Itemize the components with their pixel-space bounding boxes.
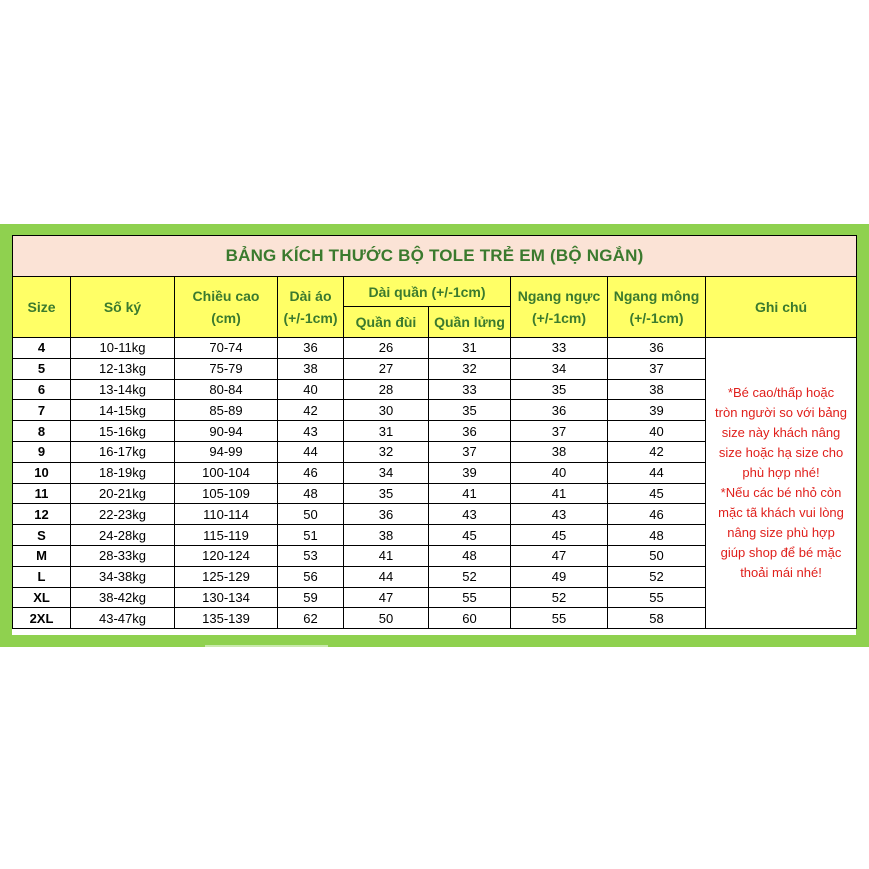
cell-height: 75-79 <box>175 358 278 379</box>
cell-shorts: 38 <box>344 525 429 546</box>
cell-capris: 60 <box>429 608 511 629</box>
cell-shorts: 27 <box>344 358 429 379</box>
cell-shirt: 40 <box>278 379 344 400</box>
cell-chest: 49 <box>511 566 608 587</box>
cell-hip: 45 <box>608 483 706 504</box>
note-line: phù hợp nhé! <box>742 465 820 481</box>
note-line: thoải mái nhé! <box>740 565 822 581</box>
cell-hip: 37 <box>608 358 706 379</box>
cell-weight: 43-47kg <box>71 608 175 629</box>
table-row <box>13 338 857 359</box>
cell-height: 94-99 <box>175 441 278 462</box>
cell-height: 135-139 <box>175 608 278 629</box>
cell-shirt: 38 <box>278 358 344 379</box>
cell-chest: 47 <box>511 545 608 566</box>
note-line: *Nếu các bé nhỏ còn <box>720 485 842 501</box>
cell-shorts: 47 <box>344 587 429 608</box>
cell-weight: 28-33kg <box>71 545 175 566</box>
table-body <box>13 338 857 629</box>
header-capris: Quần lửng <box>429 307 511 338</box>
cell-capris: 39 <box>429 462 511 483</box>
cell-chest: 41 <box>511 483 608 504</box>
cell-shorts: 50 <box>344 608 429 629</box>
cell-chest: 33 <box>511 338 608 359</box>
cell-size: M <box>13 545 71 566</box>
cell-size: 4 <box>13 338 71 359</box>
cell-chest: 36 <box>511 400 608 421</box>
cell-height: 70-74 <box>175 338 278 359</box>
header-chest-line1: Ngang ngực <box>517 288 601 304</box>
cell-capris: 36 <box>429 421 511 442</box>
cell-height: 125-129 <box>175 566 278 587</box>
header-chest-line2: (+/-1cm) <box>531 310 587 326</box>
cell-height: 90-94 <box>175 421 278 442</box>
note-line: *Bé cao/thấp hoặc <box>727 385 835 401</box>
header-size: Size <box>13 277 71 338</box>
cell-chest: 40 <box>511 462 608 483</box>
cell-hip: 40 <box>608 421 706 442</box>
cell-height: 110-114 <box>175 504 278 525</box>
cell-weight: 18-19kg <box>71 462 175 483</box>
cell-size: 10 <box>13 462 71 483</box>
cell-capris: 31 <box>429 338 511 359</box>
cell-chest: 55 <box>511 608 608 629</box>
cell-shirt: 44 <box>278 441 344 462</box>
cell-weight: 14-15kg <box>71 400 175 421</box>
cell-capris: 52 <box>429 566 511 587</box>
note-line: size hoặc hạ size cho <box>718 445 844 461</box>
cell-hip: 39 <box>608 400 706 421</box>
cell-shorts: 41 <box>344 545 429 566</box>
header-shirt-line1: Dài áo <box>289 288 332 304</box>
cell-capris: 37 <box>429 441 511 462</box>
header-height-line2: (cm) <box>211 310 241 326</box>
cell-shirt: 46 <box>278 462 344 483</box>
note-line: giúp shop để bé mặc <box>720 545 842 561</box>
header-shorts: Quần đùi <box>344 307 429 338</box>
header-height-line1: Chiều cao <box>192 288 260 304</box>
cell-hip: 50 <box>608 545 706 566</box>
note-line: mặc tã khách vui lòng <box>718 505 844 521</box>
cell-hip: 42 <box>608 441 706 462</box>
cell-shirt: 53 <box>278 545 344 566</box>
cell-shirt: 42 <box>278 400 344 421</box>
cell-size: 8 <box>13 421 71 442</box>
header-chest-width <box>511 277 608 338</box>
cell-weight: 13-14kg <box>71 379 175 400</box>
cell-capris: 43 <box>429 504 511 525</box>
cell-hip: 55 <box>608 587 706 608</box>
header-pants-length: Dài quần (+/-1cm) <box>344 277 511 307</box>
cell-capris: 48 <box>429 545 511 566</box>
cell-weight: 24-28kg <box>71 525 175 546</box>
cell-shirt: 59 <box>278 587 344 608</box>
cell-weight: 22-23kg <box>71 504 175 525</box>
cell-weight: 15-16kg <box>71 421 175 442</box>
cell-chest: 45 <box>511 525 608 546</box>
header-hip-line2: (+/-1cm) <box>629 310 684 326</box>
cell-weight: 38-42kg <box>71 587 175 608</box>
cell-weight: 20-21kg <box>71 483 175 504</box>
cell-hip: 36 <box>608 338 706 359</box>
header-hip-line1: Ngang mông <box>613 288 700 304</box>
cell-chest: 38 <box>511 441 608 462</box>
cell-height: 80-84 <box>175 379 278 400</box>
cell-height: 100-104 <box>175 462 278 483</box>
header-shirt-line2: (+/-1cm) <box>283 310 338 326</box>
cell-hip: 44 <box>608 462 706 483</box>
header-hip-width <box>608 277 706 338</box>
cell-hip: 48 <box>608 525 706 546</box>
cell-capris: 55 <box>429 587 511 608</box>
size-chart-table <box>12 235 857 629</box>
bottom-divider <box>205 645 328 647</box>
note-line: tròn người so với bảng <box>715 405 848 421</box>
cell-shirt: 36 <box>278 338 344 359</box>
cell-shorts: 36 <box>344 504 429 525</box>
cell-height: 120-124 <box>175 545 278 566</box>
cell-height: 130-134 <box>175 587 278 608</box>
cell-hip: 46 <box>608 504 706 525</box>
cell-chest: 34 <box>511 358 608 379</box>
cell-size: 5 <box>13 358 71 379</box>
cell-capris: 33 <box>429 379 511 400</box>
cell-chest: 37 <box>511 421 608 442</box>
cell-height: 115-119 <box>175 525 278 546</box>
cell-shirt: 48 <box>278 483 344 504</box>
cell-shorts: 31 <box>344 421 429 442</box>
header-weight: Số ký <box>71 277 175 338</box>
cell-chest: 35 <box>511 379 608 400</box>
cell-size: 2XL <box>13 608 71 629</box>
cell-chest: 52 <box>511 587 608 608</box>
cell-weight: 12-13kg <box>71 358 175 379</box>
header-shirt-length <box>278 277 344 338</box>
cell-size: 12 <box>13 504 71 525</box>
header-note: Ghi chú <box>706 277 857 338</box>
cell-size: XL <box>13 587 71 608</box>
cell-shirt: 51 <box>278 525 344 546</box>
table-title: BẢNG KÍCH THƯỚC BỘ TOLE TRẺ EM (BỘ NGẮN) <box>13 236 857 277</box>
cell-shirt: 56 <box>278 566 344 587</box>
cell-capris: 41 <box>429 483 511 504</box>
cell-shorts: 32 <box>344 441 429 462</box>
cell-size: L <box>13 566 71 587</box>
cell-shorts: 35 <box>344 483 429 504</box>
cell-shirt: 43 <box>278 421 344 442</box>
cell-size: 11 <box>13 483 71 504</box>
note-line: nâng size phù hợp <box>727 525 835 541</box>
cell-shorts: 44 <box>344 566 429 587</box>
cell-capris: 35 <box>429 400 511 421</box>
cell-chest: 43 <box>511 504 608 525</box>
cell-hip: 58 <box>608 608 706 629</box>
cell-weight: 16-17kg <box>71 441 175 462</box>
cell-shorts: 28 <box>344 379 429 400</box>
cell-height: 85-89 <box>175 400 278 421</box>
cell-capris: 32 <box>429 358 511 379</box>
note-cell <box>706 338 857 629</box>
cell-shorts: 30 <box>344 400 429 421</box>
cell-weight: 34-38kg <box>71 566 175 587</box>
cell-hip: 38 <box>608 379 706 400</box>
cell-hip: 52 <box>608 566 706 587</box>
cell-capris: 45 <box>429 525 511 546</box>
header-height <box>175 277 278 338</box>
cell-size: 9 <box>13 441 71 462</box>
cell-shirt: 50 <box>278 504 344 525</box>
cell-height: 105-109 <box>175 483 278 504</box>
cell-weight: 10-11kg <box>71 338 175 359</box>
note-line: size này khách nâng <box>721 425 841 441</box>
cell-size: S <box>13 525 71 546</box>
cell-shorts: 26 <box>344 338 429 359</box>
cell-size: 7 <box>13 400 71 421</box>
cell-size: 6 <box>13 379 71 400</box>
cell-shorts: 34 <box>344 462 429 483</box>
cell-shirt: 62 <box>278 608 344 629</box>
